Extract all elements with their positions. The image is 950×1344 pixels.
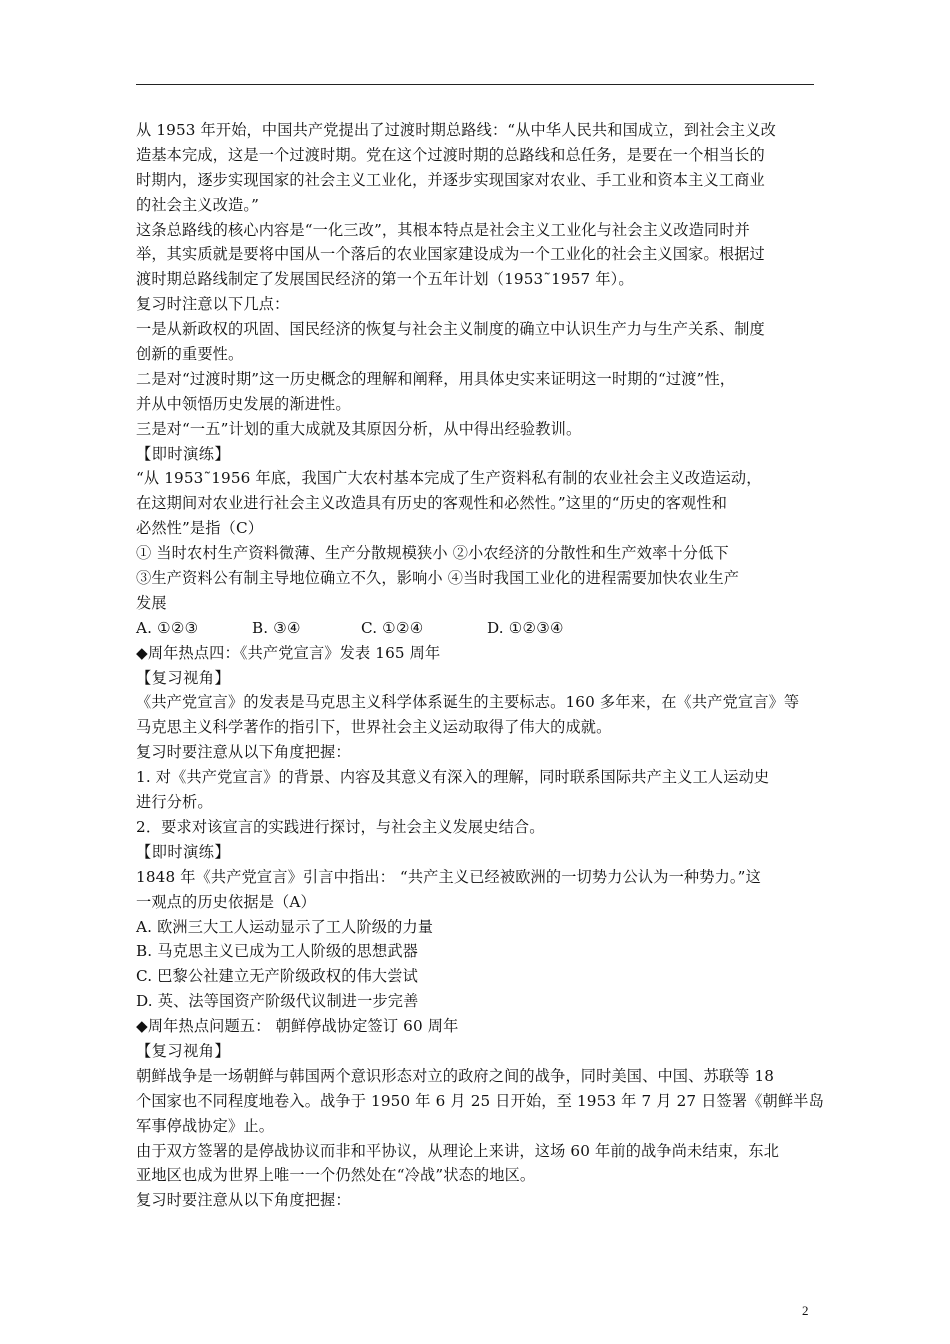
page-number: 2: [802, 1303, 809, 1318]
question-text: “从 1953˜1956 年底，我国广大农村基本完成了生产资料私有制的农业社会主义改造运动，: [136, 469, 762, 488]
question-statement: ① 当时农村生产资料微薄、生产分散规模狭小 ②小农经济的分散性和生产效率十分低下: [136, 544, 729, 563]
question-text: 1848 年《共产党宣言》引言中指出： “共产主义已经被欧洲的一切势力公认为一种势力。”这: [136, 867, 761, 886]
practice-heading: 【即时演练】: [136, 444, 231, 463]
text-line: 军事停战协定》止。: [136, 1116, 275, 1135]
text-line: 的社会主义改造。”: [136, 195, 260, 214]
question-text: 必然性”是指（C）: [136, 519, 264, 538]
section-heading: ◆周年热点问题五： 朝鲜停战协定签订 60 周年: [136, 1017, 459, 1036]
option-b: B. ③④: [252, 618, 301, 637]
text-line: 举，其实质就是要将中国从一个落后的农业国家建设成为一个工业化的社会主义国家。根据过: [136, 245, 765, 264]
question-text: 一观点的历史依据是（A）: [136, 892, 316, 911]
section-heading: ◆周年热点四：《共产党宣言》发表 165 周年: [136, 643, 441, 662]
option-c: C. 巴黎公社建立无产阶级政权的伟大尝试: [136, 967, 418, 986]
text-line: 马克思主义科学著作的指引下，世界社会主义运动取得了伟大的成就。: [136, 718, 612, 737]
text-line: 造基本完成，这是一个过渡时期。党在这个过渡时期的总路线和总任务，是要在一个相当长的: [136, 145, 765, 164]
answer-options: [136, 616, 816, 641]
text-line: 这条总路线的核心内容是“一化三改”，其根本特点是社会主义工业化与社会主义改造同时并: [136, 220, 750, 239]
option-b: B. 马克思主义已成为工人阶级的思想武器: [136, 942, 419, 961]
text-line: 复习时要注意从以下角度把握：: [136, 743, 351, 762]
option-d: D. ①②③④: [487, 618, 564, 637]
text-line: 渡时期总路线制定了发展国民经济的第一个五年计划（1953˜1957 年）。: [136, 270, 634, 289]
text-line: 复习时要注意从以下角度把握：: [136, 1191, 351, 1210]
option-a: A. ①②③: [136, 618, 199, 637]
text-line: 个国家也不同程度地卷入。战争于 1950 年 6 月 25 日开始，至 1953 年 7 月 27 日签署《朝鲜半岛: [136, 1091, 824, 1110]
text-line: 《共产党宣言》的发表是马克思主义科学体系诞生的主要标志。160 多年来，在《共产党宣言》等: [136, 693, 800, 712]
option-d: D. 英、法等国资产阶级代议制进一步完善: [136, 992, 419, 1011]
header-rule: [136, 84, 814, 85]
review-notes-heading: 复习时注意以下几点：: [136, 295, 290, 314]
text-line: 二是对“过渡时期”这一历史概念的理解和阐释，用具体史实来证明这一时期的“过渡”性，: [136, 369, 736, 388]
text-line: 三是对“一五”计划的重大成就及其原因分析，从中得出经验教训。: [136, 419, 582, 438]
text-line: 进行分析。: [136, 793, 213, 812]
text-line: 一是从新政权的巩固、国民经济的恢复与社会主义制度的确立中认识生产力与生产关系、制度: [136, 320, 765, 339]
review-perspective-heading: 【复习视角】: [136, 1041, 231, 1060]
question-statement: 发展: [136, 593, 167, 612]
text-line: 1. 对《共产党宣言》的背景、内容及其意义有深入的理解，同时联系国际共产主义工人运动史: [136, 768, 770, 787]
review-perspective-heading: 【复习视角】: [136, 668, 231, 687]
option-a: A. 欧洲三大工人运动显示了工人阶级的力量: [136, 917, 434, 936]
text-line: 从 1953 年开始，中国共产党提出了过渡时期总路线：“从中华人民共和国成立，到社会主义改: [136, 121, 776, 139]
text-line: 由于双方签署的是停战协议而非和平协议，从理论上来讲，这场 60 年前的战争尚未结束，东北: [136, 1141, 780, 1160]
text-line: 时期内，逐步实现国家的社会主义工业化，并逐步实现国家对农业、手工业和资本主义工商业: [136, 170, 765, 189]
text-line: 朝鲜战争是一场朝鲜与韩国两个意识形态对立的政府之间的战争，同时美国、中国、苏联等 18: [136, 1066, 775, 1085]
document-body: [136, 118, 824, 1213]
text-line: 2．要求对该宣言的实践进行探讨，与社会主义发展史结合。: [136, 817, 545, 836]
question-text: 在这期间对农业进行社会主义改造具有历史的客观性和必然性。”这里的“历史的客观性和: [136, 494, 728, 513]
text-line: 亚地区也成为世界上唯一一个仍然处在“冷战”状态的地区。: [136, 1166, 536, 1185]
text-line: 创新的重要性。: [136, 345, 244, 364]
text-line: 并从中领悟历史发展的渐进性。: [136, 394, 351, 413]
question-statement: ③生产资料公有制主导地位确立不久，影响小 ④当时我国工业化的进程需要加快农业生产: [136, 569, 740, 588]
practice-heading: 【即时演练】: [136, 842, 231, 861]
option-c: C. ①②④: [361, 618, 424, 637]
